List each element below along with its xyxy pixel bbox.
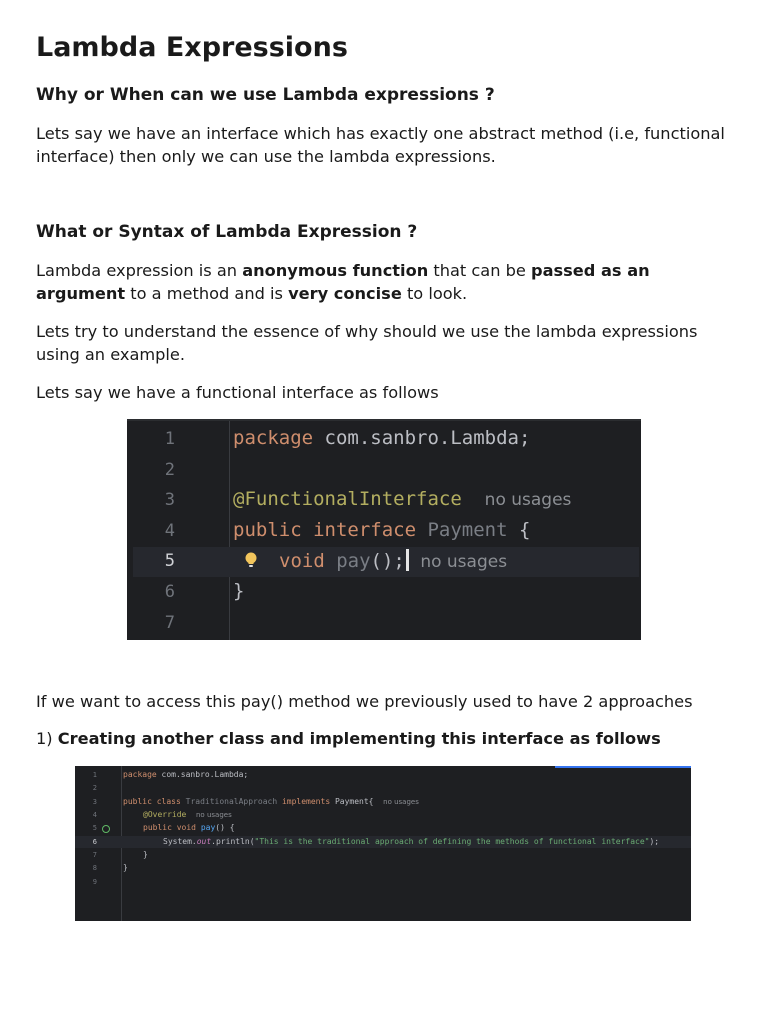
paragraph-definition [36,259,736,305]
paragraph-essence: Lets try to understand the essence of why should we use the lambda expressions using an example. [36,322,698,364]
list-number: 1) [36,729,58,748]
annotation: @FunctionalInterface [233,488,462,510]
paragraph-approaches: If we want to access this pay() method we previously used to have 2 approaches [36,692,693,711]
keyword: public class [123,797,181,806]
line-number: 3 [92,798,97,806]
code-text: { [507,519,531,541]
line-number: 4 [164,521,175,541]
keyword: package [233,427,314,449]
line-number: 2 [92,784,97,792]
heading-why: Why or When can we use Lambda expressions ? [36,85,495,105]
line-number: 1 [164,429,175,449]
scrollbar-indicator [555,766,691,768]
code-line [123,797,419,806]
line-number: 9 [92,878,97,886]
code-screenshot-traditional-approach [75,766,691,921]
bold-text: passed as an argument [36,261,650,303]
text-caret [406,549,409,571]
line-number: 6 [164,582,175,602]
code-text: Payment{ [330,797,374,806]
line-number: 1 [92,771,97,779]
code-line [143,823,235,832]
bold-text: Creating another class and implementing this interface as follows [57,729,661,748]
lightbulb-icon[interactable] [244,552,258,568]
keyword: implements [281,797,331,806]
string-literal: "This is the traditional approach of defining the methods of functional interface" [254,837,650,846]
line-number: 5 [92,824,97,832]
code-text: () { [215,823,235,832]
type-name: Payment [427,519,508,541]
code-line [123,770,248,779]
code-line [163,837,659,846]
annotation: @Override [143,810,187,819]
heading-syntax: What or Syntax of Lambda Expression ? [36,222,418,242]
usage-hint: no usages [420,552,508,572]
keyword: public void [143,823,196,832]
paragraph-approach-1 [36,727,736,750]
code-line [233,488,571,510]
code-text: ); [649,837,660,846]
paragraph-functional-interface: Lets say we have an interface which has exactly one abstract method (i.e, functional interface) then only we can use the lambda expressions. [36,124,725,166]
bold-text: anonymous function [242,261,429,280]
line-number: 5 [164,551,175,571]
class-name: TraditionalApproach [185,797,278,806]
method-name: pay [336,550,371,572]
code-line [143,810,232,819]
line-number: 7 [164,613,175,633]
usage-hint: no usages [196,811,232,819]
method-name: pay [200,823,216,832]
line-number: 4 [92,811,97,819]
line-number: 7 [92,851,97,859]
code-text: .println( [211,837,255,846]
line-number: 8 [92,864,97,872]
code-text: com.sanbro.Lambda; [156,770,249,779]
keyword: void [279,550,325,572]
line-number: 2 [164,460,175,480]
page-title: Lambda Expressions [36,32,348,63]
text: that can be [428,261,532,280]
bold-text: very concise [288,284,402,303]
code-line: } [233,580,245,602]
code-text: (); [370,550,405,572]
code-line [233,519,530,541]
text: to look. [401,284,468,303]
line-number: 3 [164,490,175,510]
code-screenshot-payment-interface [127,419,641,640]
code-line: } [143,850,148,859]
keyword: public interface [233,519,417,541]
code-text: System. [163,837,197,846]
line-number: 6 [92,838,97,846]
field-name: out [196,837,212,846]
code-line [279,549,507,572]
text: Lambda expression is an [36,261,243,280]
keyword: package [123,770,157,779]
text: to a method and is [125,284,289,303]
code-line [233,427,530,449]
usage-hint: no usages [484,490,572,510]
usage-hint: no usages [383,798,419,806]
implements-icon[interactable] [102,825,110,833]
paragraph-intro-example: Lets say we have a functional interface as follows [36,383,439,402]
code-line: } [123,863,128,872]
code-text: com.sanbro.Lambda; [313,427,531,449]
